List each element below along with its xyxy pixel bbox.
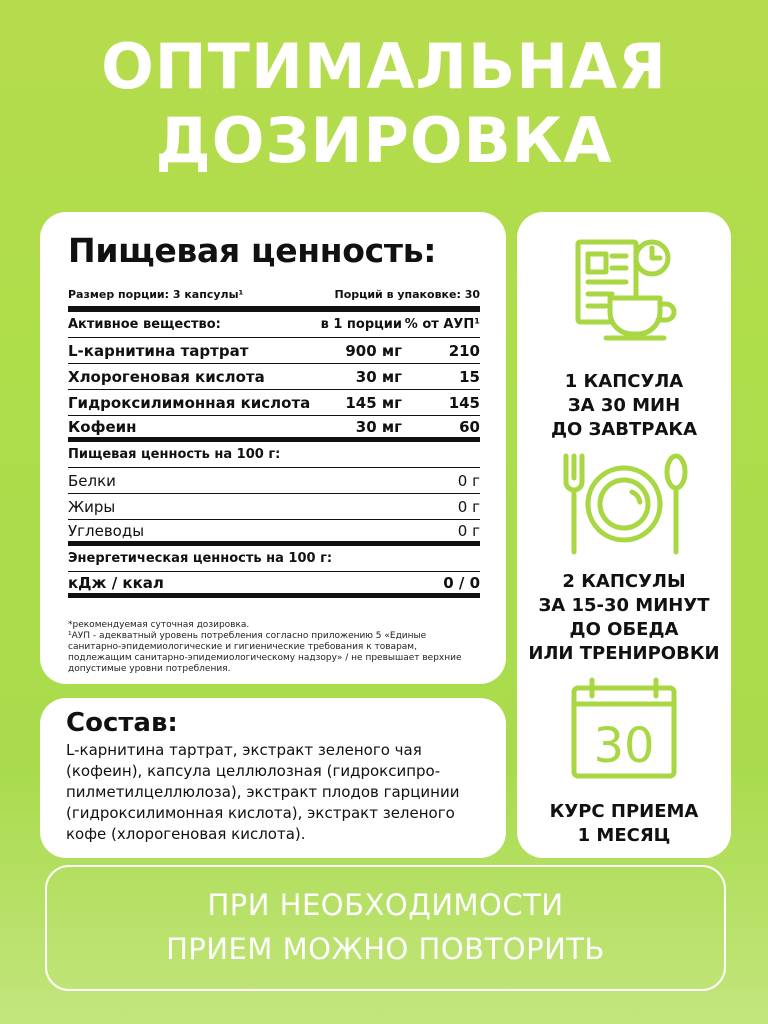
nutrient-name: Жиры (68, 497, 116, 516)
dose-lunch (517, 450, 731, 666)
table-row (68, 364, 480, 390)
calendar-icon (568, 676, 680, 780)
table-header-row (68, 312, 480, 338)
dose-line: 2 КАПСУЛЫ (562, 571, 686, 592)
dose-line: ЗА 15-30 МИНУТ (538, 595, 710, 616)
note-line1: ПРИ НЕОБХОДИМОСТИ (207, 888, 564, 922)
nutrition-title: Пищевая ценность: (68, 231, 437, 270)
table-row (68, 468, 480, 494)
composition-card (40, 698, 506, 858)
dose-text (517, 370, 731, 442)
energy-value: 0 / 0 (443, 573, 480, 592)
per100-title: Пищевая ценность на 100 г: (68, 442, 480, 468)
dose-line: ДО ЗАВТРАКА (550, 419, 698, 440)
table-row (68, 338, 480, 364)
dose-course (517, 676, 731, 848)
table-row (68, 494, 480, 520)
active-name: Кофеин (68, 417, 137, 436)
nutrition-card (40, 212, 506, 684)
servings-per-pack: Порций в упаковке: 30 (334, 288, 480, 301)
composition-title: Состав: (66, 708, 178, 738)
dose-line: ЗА 30 МИН (567, 395, 681, 416)
table-row (68, 520, 480, 546)
dose-line: ИЛИ ТРЕНИРОВКИ (528, 643, 720, 664)
dose-breakfast (517, 234, 731, 442)
active-amount: 900 мг (345, 341, 402, 360)
note-line2: ПРИЕМ МОЖНО ПОВТОРИТЬ (166, 932, 605, 966)
dose-line: 1 МЕСЯЦ (577, 825, 671, 846)
headline-line2: ДОЗИРОВКА (155, 104, 613, 177)
dose-text (517, 800, 731, 848)
active-name: Хлорогеновая кислота (68, 367, 265, 386)
dosage-card (517, 212, 731, 858)
active-amount: 145 мг (345, 393, 402, 412)
nutrient-name: Углеводы (68, 521, 145, 540)
dose-text (517, 570, 731, 666)
nutrient-name: Белки (68, 471, 116, 490)
nutrient-value: 0 г (457, 471, 480, 490)
headline-line1: ОПТИМАЛЬНАЯ (101, 30, 667, 103)
nutrient-value: 0 г (457, 521, 480, 540)
plate-cutlery-icon (558, 450, 690, 558)
energy-row (68, 572, 480, 598)
active-amount: 30 мг (355, 367, 402, 386)
repeat-note (45, 865, 726, 991)
active-percent: 145 (448, 393, 480, 412)
active-amount: 30 мг (355, 417, 402, 436)
active-percent: 60 (459, 417, 480, 436)
calendar-number: 30 (593, 718, 655, 774)
table-row (68, 390, 480, 416)
composition-text: L-карнитина тартрат, экстракт зеленого чая (кофеин), капсула целлюлозная (гидроксипро-пилметилцеллюлоза), экстракт плодов гарцинии (гидроксилимонная кислота), экстракт зеленого кофе (хлорогеновая кислота). (66, 741, 460, 843)
dose-line: ДО ОБЕДА (569, 619, 679, 640)
footnote-recommended: *рекомендуемая суточная дозировка. (68, 620, 250, 630)
header-substance: Активное вещество: (68, 317, 221, 332)
headline (0, 30, 768, 178)
nutrient-value: 0 г (457, 497, 480, 516)
energy-title: Энергетическая ценность на 100 г: (68, 546, 480, 572)
dose-line: КУРС ПРИЕМА (549, 801, 699, 822)
energy-name: кДж / ккал (68, 573, 164, 592)
header-per-serving: в 1 порции (320, 317, 402, 332)
serving-size: Размер порции: 3 капсулы¹ (68, 288, 244, 301)
active-name: Гидроксилимонная кислота (68, 393, 311, 412)
newspaper-coffee-icon (568, 234, 680, 346)
active-percent: 210 (448, 341, 480, 360)
footnote-aup: ¹АУП - адекватный уровень потребления согласно приложению 5 «Единые санитарно-эпидемиологические и гигиенические требования к товарам, подлежащим санитарно-эпидемиологическому надзору» / не превышает верхние допустимые уровни потребления. (68, 631, 462, 674)
active-percent: 15 (459, 367, 480, 386)
table-row (68, 416, 480, 442)
serving-info (68, 288, 480, 312)
header-percent: % от АУП¹ (404, 317, 480, 332)
footnotes (68, 620, 480, 675)
dose-line: 1 КАПСУЛА (564, 371, 684, 392)
active-name: L-карнитина тартрат (68, 341, 249, 360)
